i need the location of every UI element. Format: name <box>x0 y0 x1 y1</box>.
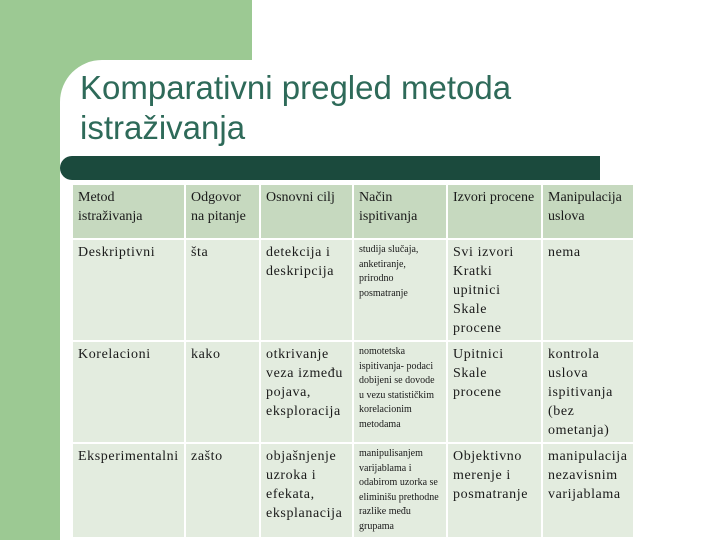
table-cell: nomotetska ispitivanja- podaci dobijeni se dovode u vezu statističkim korelacionim metodama <box>354 342 446 442</box>
header-cell-procedure: Način ispitivanja <box>354 185 446 238</box>
table-cell: detekcija i deskripcija <box>261 240 352 340</box>
table-cell: Objektivno merenje i posmatranje <box>448 444 541 537</box>
header-cell-manipulation: Manipulacija uslova <box>543 185 633 238</box>
table-row <box>73 444 633 537</box>
table-cell: objašnjenje uzroka i efekata, eksplanacija <box>261 444 352 537</box>
table-cell: Upitnici Skale procene <box>448 342 541 442</box>
table-cell: manipulisanjem varijablama i odabirom uzorka se eliminišu prethodne razlike među grupama <box>354 444 446 537</box>
comparison-table <box>71 183 635 539</box>
title-rule <box>60 156 600 180</box>
header-cell-question: Odgovor na pitanje <box>186 185 259 238</box>
table-cell: nema <box>543 240 633 340</box>
table-cell: Deskriptivni <box>73 240 184 340</box>
table-cell: Eksperimentalni <box>73 444 184 537</box>
table-cell: manipulacija nezavisnim varijablama <box>543 444 633 537</box>
slide-title: Komparativni pregled metoda istraživanja <box>80 69 512 146</box>
table-cell: Svi izvori Kratki upitnici Skale procene <box>448 240 541 340</box>
table-row <box>73 240 633 340</box>
table-cell: otkrivanje veza između pojava, eksploracija <box>261 342 352 442</box>
table-header-row <box>73 185 633 238</box>
table-cell: kontrola uslova ispitivanja (bez ometanja) <box>543 342 633 442</box>
table-cell: zašto <box>186 444 259 537</box>
header-cell-goal: Osnovni cilj <box>261 185 352 238</box>
background-green-strip <box>0 0 60 540</box>
table-cell: studija slučaja, anketiranje, prirodno posmatranje <box>354 240 446 340</box>
header-cell-method: Metod istraživanja <box>73 185 184 238</box>
header-cell-sources: Izvori procene <box>448 185 541 238</box>
table-cell: šta <box>186 240 259 340</box>
table-row <box>73 342 633 442</box>
table-cell: kako <box>186 342 259 442</box>
table-cell: Korelacioni <box>73 342 184 442</box>
